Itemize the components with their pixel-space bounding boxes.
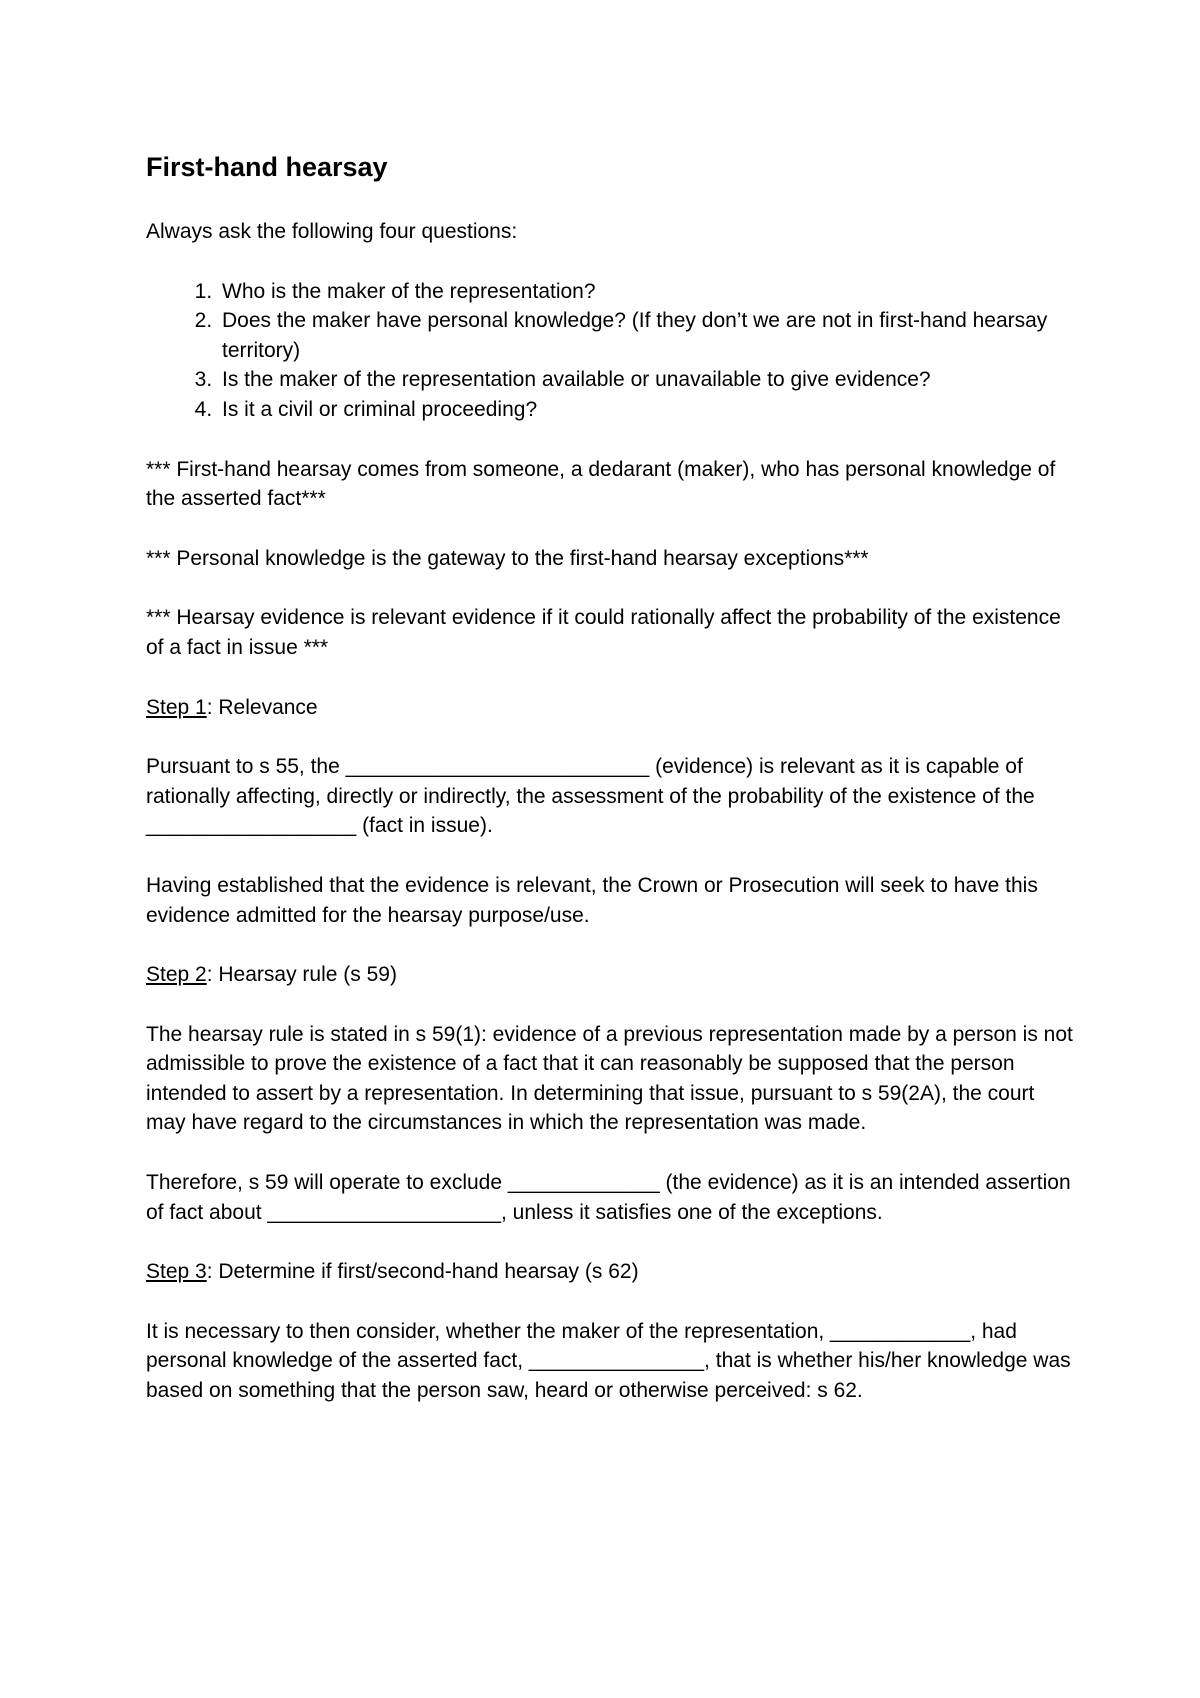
blank-evidence: __________________________: [345, 755, 650, 779]
note-first-hand: *** First-hand hearsay comes from someone, a dedarant (maker), who has personal knowledge of the asserted fact***: [146, 457, 1056, 511]
document-page: [146, 150, 1076, 1436]
question-item: 3. Is the maker of the representation available or unavailable to give evidence?: [218, 365, 1076, 395]
step2-heading: [146, 960, 1076, 990]
blank-fact-in-issue: __________________: [146, 814, 357, 838]
step2-label: Step 2: [146, 963, 207, 987]
question-item: 1. Who is the maker of the representation?: [218, 277, 1076, 307]
step1-label: Step 1: [146, 695, 207, 719]
step3-title: : Determine if first/second-hand hearsay (s 62): [206, 1260, 639, 1284]
blank-fact: ____________________: [267, 1200, 502, 1224]
document-title: First-hand hearsay: [146, 152, 388, 182]
text-run: (fact in issue).: [356, 814, 493, 838]
text-run: , that is whether his/her knowledge was based on something that the person saw, heard or otherwise perceived: s 62.: [146, 1349, 1071, 1403]
question-item: 4. Is it a civil or criminal proceeding?: [218, 395, 1076, 425]
step2-paragraph: The hearsay rule is stated in s 59(1): evidence of a previous representation made by a person is not admissible to prove the existence of a fact that it can reasonably be supposed that the person intended to assert by a representation. In determining that issue, pursuant to s 59(2A), the court may have regard to the circumstances in which the representation was made.: [146, 1022, 1073, 1135]
intro-text: Always ask the following four questions:: [146, 220, 518, 243]
step1-title: : Relevance: [206, 695, 318, 719]
blank-maker: ____________: [830, 1319, 971, 1343]
text-run: It is necessary to then consider, whether the maker of the representation,: [146, 1319, 831, 1343]
step1-paragraph: [146, 752, 1076, 841]
step3-label: Step 3: [146, 1260, 207, 1284]
step3-heading: [146, 1257, 1076, 1287]
note-personal-knowledge: *** Personal knowledge is the gateway to the first-hand hearsay exceptions***: [146, 546, 869, 570]
step2-title: : Hearsay rule (s 59): [206, 963, 397, 987]
questions-list: [146, 277, 1076, 425]
text-run: (evidence) is relevant as it is capable of rationally affecting, directly or indirectly, the assessment of the probability of the existence of the: [146, 755, 1035, 808]
step1-heading: [146, 693, 1076, 723]
text-run: (the evidence) as it is an intended assertion of fact about: [146, 1171, 1071, 1224]
step3-paragraph: [146, 1317, 1076, 1406]
text-run: , unless it satisfies one of the exceptions.: [501, 1200, 883, 1224]
question-item: 2. Does the maker have personal knowledge? (If they don’t we are not in first-hand hearsay territory): [218, 306, 1076, 365]
text-run: Therefore, s 59 will operate to exclude: [146, 1171, 508, 1195]
note-relevance: *** Hearsay evidence is relevant evidence if it could rationally affect the probability of the existence of a fact in issue ***: [146, 606, 1061, 659]
blank-asserted-fact: _______________: [528, 1349, 705, 1373]
step1-paragraph-2: Having established that the evidence is relevant, the Crown or Prosecution will seek to have this evidence admitted for the hearsay purpose/use.: [146, 873, 1038, 927]
text-run: , had personal knowledge of the asserted fact,: [146, 1319, 1017, 1373]
step2-paragraph-2: [146, 1168, 1076, 1227]
text-run: Pursuant to s 55, the: [146, 755, 346, 779]
blank-evidence: _____________: [507, 1171, 660, 1195]
